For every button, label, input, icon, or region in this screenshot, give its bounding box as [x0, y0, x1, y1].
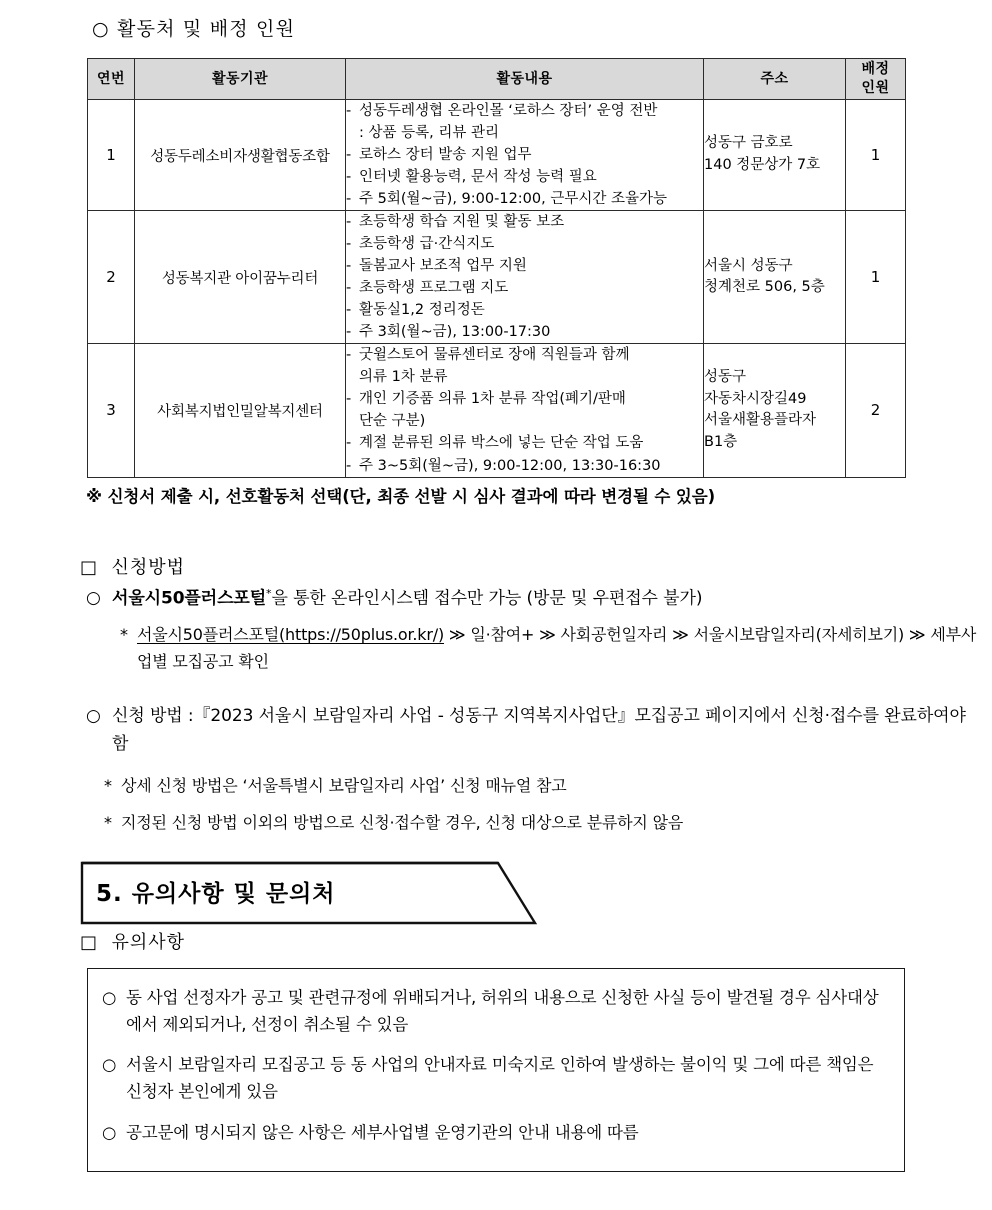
cell-desc [346, 211, 704, 344]
cell-no: 2 [88, 211, 135, 344]
desc-text: 초등학생 학습 지원 및 활동 보조 [359, 214, 565, 231]
circle-marker: ○ [86, 588, 101, 608]
notice-item-text: 서울시 보람일자리 모집공고 등 동 사업의 안내자료 미숙지로 인하여 발생하는 불이익 및 그에 따른 책임은 신청자 본인에게 있음 [126, 1055, 874, 1102]
desc-text: 개인 기증품 의류 1차 분류 작업(폐기/판매 [359, 391, 626, 408]
column-header-count-line2: 인원 [861, 80, 890, 96]
cell-address [704, 211, 846, 344]
dash-marker: - [346, 435, 352, 452]
cell-address [704, 100, 846, 211]
desc-text: 의류 1차 분류 [359, 369, 448, 386]
desc-text: : 상품 등록, 리뷰 관리 [359, 125, 499, 142]
dash-marker: - [346, 302, 352, 319]
cell-count: 1 [846, 211, 906, 344]
desc-text: 돌봄교사 보조적 업무 지원 [359, 258, 527, 275]
desc-text: 주 3회(월~금), 13:00-17:30 [359, 324, 551, 341]
address-line: 자동차시장길49 [704, 390, 807, 407]
dash-marker: - [346, 347, 352, 364]
cell-org: 사회복지법인밀알복지센터 [135, 344, 346, 477]
desc-text: 인터넷 활용능력, 문서 작성 능력 필요 [359, 169, 597, 186]
notice-list-item [102, 1120, 890, 1147]
dash-marker: - [346, 258, 352, 275]
desc-line [346, 321, 703, 343]
column-header-no: 연번 [88, 59, 135, 100]
dash-marker: - [346, 391, 352, 408]
apply-note-manual-text: 상세 신청 방법은 ‘서울특별시 보람일자리 사업’ 신청 매뉴얼 참고 [121, 776, 567, 795]
asterisk-marker: * [104, 813, 112, 832]
activity-table-wrapper [87, 58, 905, 478]
notice-list-item [102, 1052, 890, 1105]
apply-item-procedure-text: 신청 방법 :『2023 서울시 보람일자리 사업 - 성동구 지역복지사업단』모집공고 페이지에서 신청·접수를 완료하여야 함 [112, 706, 966, 754]
section5-banner [80, 862, 540, 924]
notice-item-text: 동 사업 선정자가 공고 및 관련규정에 위배되거나, 허위의 내용으로 신청한 사실 등이 발견될 경우 심사대상에서 제외되거나, 선정이 취소될 수 있음 [126, 988, 879, 1034]
desc-text: 계절 분류된 의류 박스에 넣는 단순 작업 도움 [359, 435, 644, 452]
desc-line [346, 144, 703, 166]
cell-org: 성동복지관 아이꿈누리터 [135, 211, 346, 344]
desc-line [346, 299, 703, 321]
desc-text: 주 5회(월~금), 9:00-12:00, 근무시간 조율가능 [359, 191, 668, 208]
portal-url-link[interactable]: 서울시50플러스포털(https://50plus.or.kr/) [137, 625, 444, 644]
dash-marker: - [346, 324, 352, 341]
dash-marker: - [346, 236, 352, 253]
desc-line [346, 100, 703, 122]
column-header-org: 활동기관 [135, 59, 346, 100]
desc-text: 활동실1,2 정리정돈 [359, 302, 485, 319]
cell-desc [346, 344, 704, 477]
desc-line [346, 455, 703, 477]
column-header-desc: 활동내용 [346, 59, 704, 100]
apply-method-heading: □ 신청방법 [80, 557, 186, 578]
desc-line [346, 410, 703, 432]
portal-path-rest: ≫ 일·참여+ ≫ 사회공헌일자리 ≫ 서울시보람일자리(자세히보기) ≫ 세부사업별 모집공고 확인 [137, 625, 977, 671]
column-header-count [846, 59, 906, 100]
desc-line [346, 366, 703, 388]
circle-marker: ○ [102, 1122, 117, 1142]
portal-name: 서울시50플러스포털 [112, 588, 267, 609]
cell-count: 1 [846, 100, 906, 211]
circle-marker: ○ [102, 1055, 117, 1075]
address-line: 성동구 금호로 [704, 135, 793, 152]
section5-title: 5. 유의사항 및 문의처 [96, 881, 336, 907]
table-footnote: ※ 신청서 제출 시, 선호활동처 선택(단, 최종 선발 시 심사 결과에 따라 변경될 수 있음) [86, 487, 716, 506]
apply-item-portal [86, 585, 966, 613]
cell-no: 1 [88, 100, 135, 211]
dash-marker: - [346, 191, 352, 208]
desc-line [346, 211, 703, 233]
desc-text: 초등학생 급·간식지도 [359, 236, 495, 253]
dash-marker: - [346, 147, 352, 164]
circle-marker: ○ [86, 706, 101, 726]
desc-text: 단순 구분) [359, 413, 426, 430]
desc-line [346, 344, 703, 366]
activity-section-heading: ○ 활동처 및 배정 인원 [92, 18, 296, 40]
desc-line [346, 277, 703, 299]
address-line: 성동구 [704, 368, 747, 385]
column-header-addr: 주소 [704, 59, 846, 100]
cell-desc [346, 100, 704, 211]
apply-note-invalid [104, 810, 964, 837]
address-line: B1층 [704, 434, 738, 451]
dash-marker: - [346, 169, 352, 186]
notice-list-item [102, 985, 890, 1038]
apply-note-invalid-text: 지정된 신청 방법 이외의 방법으로 신청·접수할 경우, 신청 대상으로 분류하지 않음 [121, 813, 684, 832]
apply-item-portal-text [112, 585, 966, 613]
desc-line [346, 122, 703, 144]
table-row [88, 344, 906, 477]
table-header-row [88, 59, 906, 100]
desc-text: 초등학생 프로그램 지도 [359, 280, 509, 297]
cell-address [704, 344, 846, 477]
cell-org: 성동두레소비자생활협동조합 [135, 100, 346, 211]
desc-line [346, 255, 703, 277]
activity-table [87, 58, 906, 478]
address-line: 서울새활용플라자 [704, 412, 817, 429]
table-row [88, 100, 906, 211]
asterisk-marker: * [266, 587, 272, 600]
desc-text: 굿윌스토어 물류센터로 장애 직원들과 함께 [359, 347, 630, 364]
apply-portal-path-text [137, 622, 980, 676]
desc-line [346, 233, 703, 255]
circle-marker: ○ [102, 988, 117, 1007]
cell-no: 3 [88, 344, 135, 477]
notice-box [87, 968, 905, 1172]
desc-line [346, 166, 703, 188]
desc-text: 성동두레생협 온라인몰 ‘로하스 장터’ 운영 전반 [359, 103, 658, 119]
column-header-count-line1: 배정 [861, 61, 890, 78]
dash-marker: - [346, 103, 352, 119]
dash-marker: - [346, 457, 352, 474]
apply-item-procedure [86, 703, 966, 758]
table-row [88, 211, 906, 344]
asterisk-marker: * [120, 625, 128, 644]
address-line: 청계천로 506, 5층 [704, 279, 825, 296]
desc-text: 로하스 장터 발송 지원 업무 [359, 147, 532, 164]
notice-item-text: 공고문에 명시되지 않은 사항은 세부사업별 운영기관의 안내 내용에 따름 [126, 1122, 639, 1142]
notice-heading: □ 유의사항 [80, 932, 186, 953]
address-line: 서울시 성동구 [704, 257, 793, 274]
apply-note-manual [104, 773, 964, 800]
activity-table-body [88, 100, 906, 478]
desc-line [346, 188, 703, 210]
address-line: 140 정문상가 7호 [704, 157, 821, 174]
desc-line [346, 388, 703, 410]
apply-item-portal-rest: 을 통한 온라인시스템 접수만 가능 (방문 및 우편접수 불가) [271, 588, 703, 609]
dash-marker: - [346, 214, 352, 231]
asterisk-marker: * [104, 776, 112, 795]
desc-line [346, 432, 703, 454]
desc-text: 주 3~5회(월~금), 9:00-12:00, 13:30-16:30 [359, 457, 661, 474]
apply-portal-path [120, 622, 980, 676]
cell-count: 2 [846, 344, 906, 477]
dash-marker: - [346, 280, 352, 297]
